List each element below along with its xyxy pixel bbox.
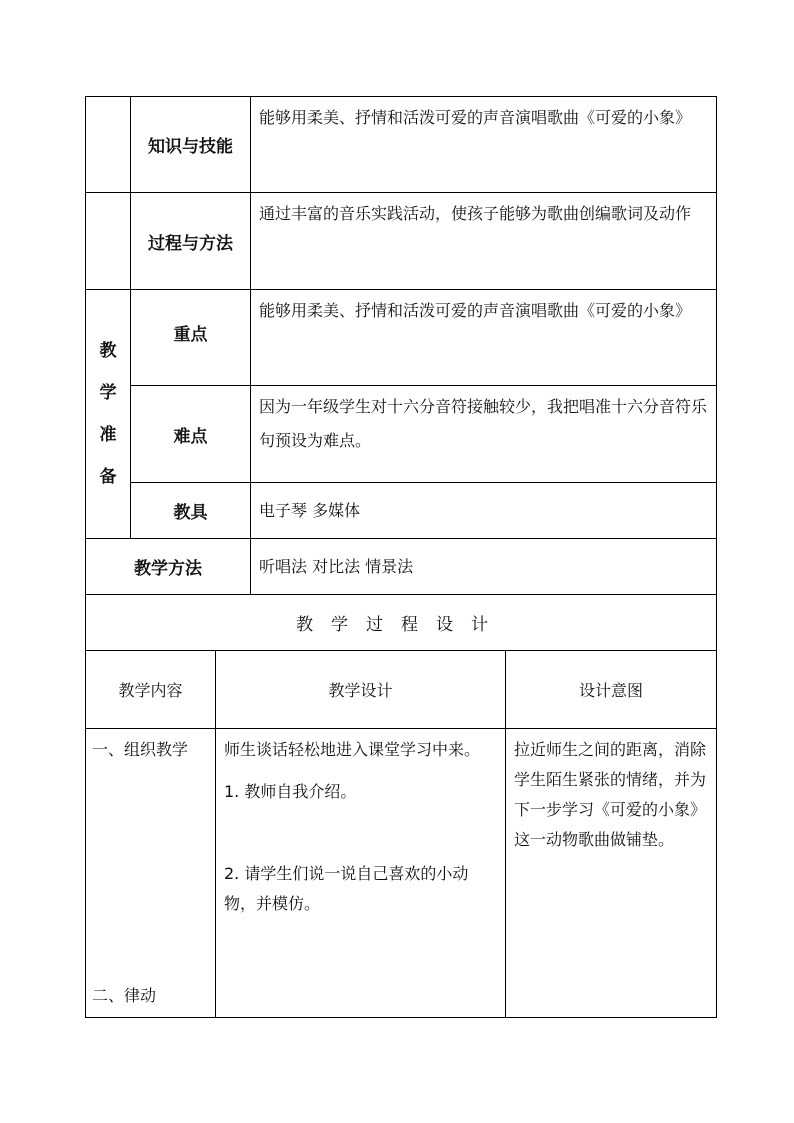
objectives-table [85, 96, 717, 651]
empty-group-cell [86, 193, 131, 290]
preparation-group-label [86, 290, 131, 539]
group-char: 教 [99, 341, 117, 361]
knowledge-row [86, 97, 717, 193]
design-intro: 师生谈话轻松地进入课堂学习中来。 [224, 740, 481, 759]
methods-text: 听唱法 对比法 情景法 [251, 539, 717, 595]
tools-label: 教具 [131, 483, 251, 539]
empty-group-cell [86, 97, 131, 193]
group-char: 准 [99, 425, 117, 445]
difficulty-label: 难点 [131, 386, 251, 483]
design-cell [216, 729, 506, 1018]
process-label: 过程与方法 [131, 193, 251, 290]
tools-row [86, 483, 717, 539]
group-char: 学 [99, 383, 117, 403]
process-text: 通过丰富的音乐实践活动，使孩子能够为歌曲创编歌词及动作 [251, 193, 717, 290]
key-point-row [86, 290, 717, 386]
design-step-2: 2. 请学生们说一说自己喜欢的小动物，并模仿。 [224, 864, 469, 913]
difficulty-text: 因为一年级学生对十六分音符接触较少，我把唱准十六分音符乐句预设为难点。 [251, 386, 717, 483]
header-design: 教学设计 [216, 651, 506, 729]
knowledge-label: 知识与技能 [131, 97, 251, 193]
key-point-text: 能够用柔美、抒情和活泼可爱的声音演唱歌曲《可爱的小象》 [251, 290, 717, 386]
tools-text: 电子琴 多媒体 [251, 483, 717, 539]
difficulty-row [86, 386, 717, 483]
process-design-table [85, 650, 717, 1018]
content-item-rhythm: 二、律动 [92, 986, 157, 1005]
content-item-organize: 一、组织教学 [92, 740, 189, 759]
key-point-label: 重点 [131, 290, 251, 386]
process-design-title-row [86, 595, 717, 651]
process-row [86, 193, 717, 290]
group-char: 备 [99, 467, 117, 487]
process-design-title: 教学过程设计 [86, 595, 717, 651]
header-content: 教学内容 [86, 651, 216, 729]
methods-label: 教学方法 [86, 539, 251, 595]
design-step-1: 1. 教师自我介绍。 [224, 782, 357, 801]
process-header-row [86, 651, 717, 729]
process-body-row [86, 729, 717, 1018]
knowledge-text: 能够用柔美、抒情和活泼可爱的声音演唱歌曲《可爱的小象》 [251, 97, 717, 193]
methods-row [86, 539, 717, 595]
content-cell [86, 729, 216, 1018]
intent-cell: 拉近师生之间的距离，消除学生陌生紧张的情绪，并为下一步学习《可爱的小象》这一动物歌曲做铺垫。 [506, 729, 717, 1018]
header-intent: 设计意图 [506, 651, 717, 729]
